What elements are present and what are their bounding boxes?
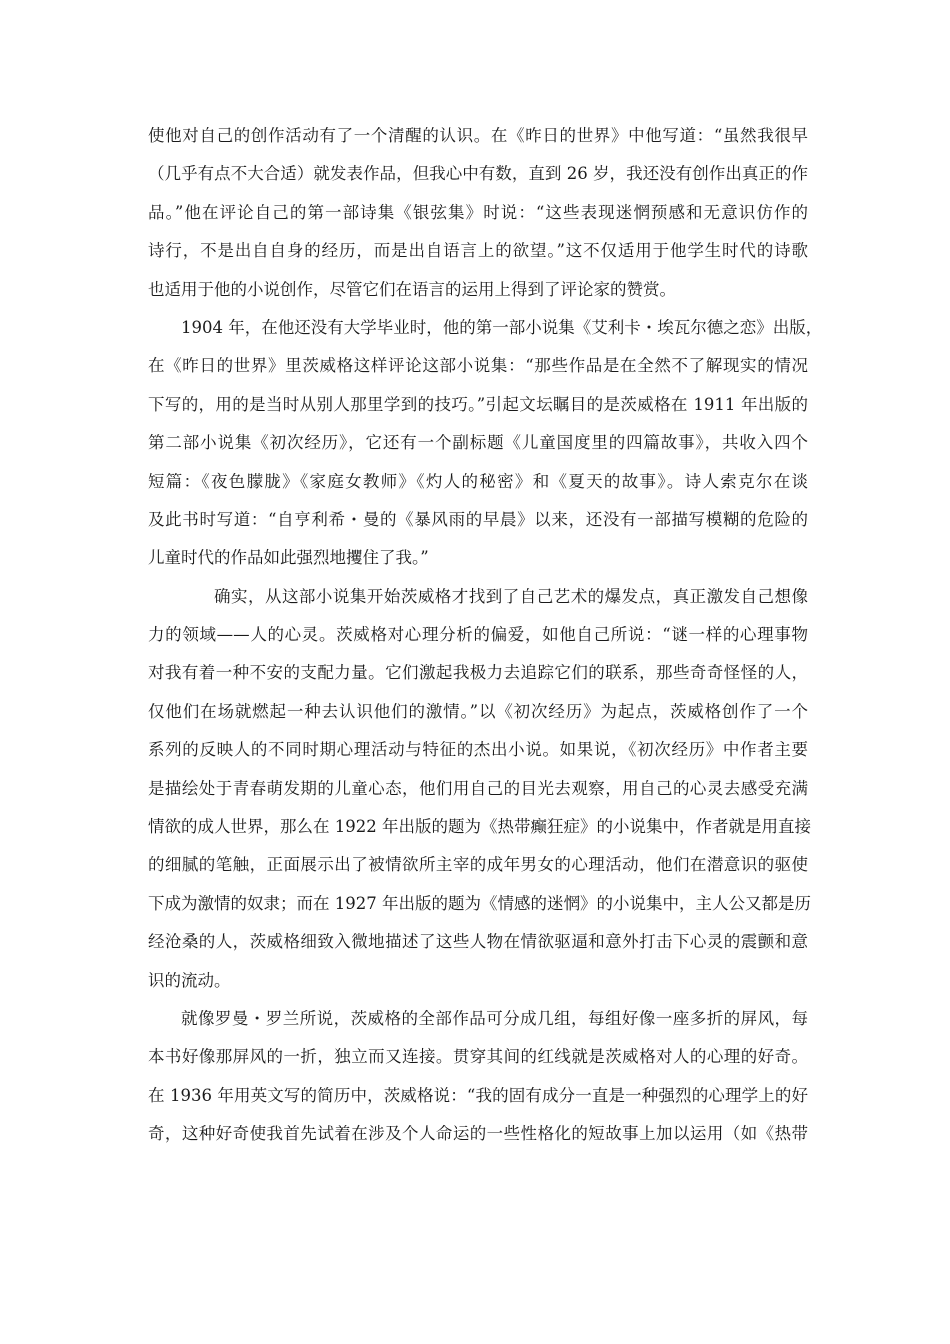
paragraph-4 (148, 1000, 808, 1154)
text-line: 1904 年，在他还没有大学毕业时，他的第一部小说集《艾利卡・埃瓦尔德之恋》出版， (181, 317, 823, 337)
paragraph-1 (148, 117, 808, 309)
text-line: 及此书时写道：“自亨利希・曼的《暴风雨的早晨》以来，还没有一部描写模糊的危险的 (148, 509, 808, 529)
text-line: 短篇：《夜色朦胧》《家庭女教师》《灼人的秘密》和《夏天的故事》。诗人索克尔在谈 (148, 471, 808, 491)
text-line: 就像罗曼・罗兰所说，茨威格的全部作品可分成几组，每组好像一座多折的屏风，每 (181, 1008, 808, 1028)
text-line: 奇，这种好奇使我首先试着在涉及个人命运的一些性格化的短故事上加以运用（如《热带 (148, 1124, 808, 1144)
text-line: 使他对自己的创作活动有了一个清醒的认识。在《昨日的世界》中他写道：“虽然我很早 (148, 126, 808, 145)
text-line: 确实，从这部小说集开始茨威格才找到了自己艺术的爆发点，真正激发自己想像 (214, 586, 808, 606)
paragraph-3 (148, 578, 811, 1000)
text-line: 对我有着一种不安的支配力量。它们激起我极力去追踪它们的联系，那些奇奇怪怪的人， (148, 663, 808, 683)
text-line: 是描绘处于青春萌发期的儿童心态，他们用自己的目光去观察，用自己的心灵去感受充满 (148, 778, 808, 798)
text-line: 也适用于他的小说创作，尽管它们在语言的运用上得到了评论家的赞赏。 (148, 279, 676, 299)
text-line: 识的流动。 (148, 970, 231, 990)
text-line: 的细腻的笔触，正面展示出了被情欲所主宰的成年男女的心理活动，他们在潜意识的驱使 (148, 855, 808, 875)
text-line: 第二部小说集《初次经历》，它还有一个副标题《儿童国度里的四篇故事》，共收入四个 (148, 433, 808, 453)
text-line: 下写的，用的是当时从别人那里学到的技巧。”引起文坛瞩目的是茨威格在 1911 年出版的 (148, 394, 808, 414)
text-line: 经沧桑的人，茨威格细致入微地描述了这些人物在情欲驱逼和意外打击下心灵的震颤和意 (148, 932, 808, 952)
document-page (148, 117, 823, 1154)
text-line: 力的领域——人的心灵。茨威格对心理分析的偏爱，如他自己所说：“谜一样的心理事物 (148, 625, 808, 645)
text-line: 本书好像那屏风的一折，独立而又连接。贯穿其间的红线就是茨威格对人的心理的好奇。 (148, 1047, 808, 1067)
text-line: 在《昨日的世界》里茨威格这样评论这部小说集：“那些作品是在全然不了解现实的情况 (148, 356, 808, 376)
text-line: 系列的反映人的不同时期心理活动与特征的杰出小说。如果说，《初次经历》中作者主要 (148, 740, 808, 760)
text-line: 品。”他在评论自己的第一部诗集《银弦集》时说：“这些表现迷惘预感和无意识仿作的 (148, 202, 808, 222)
text-line: 在 1936 年用英文写的简历中，茨威格说：“我的固有成分一直是一种强烈的心理学上的好 (148, 1085, 808, 1105)
text-line: 仅他们在场就燃起一种去认识他们的激情。”以《初次经历》为起点，茨威格创作了一个 (148, 701, 808, 721)
text-line: 诗行，不是出自自身的经历，而是出自语言上的欲望。”这不仅适用于他学生时代的诗歌 (148, 241, 808, 261)
text-line: 儿童时代的作品如此强烈地攫住了我。” (148, 548, 429, 568)
paragraph-2 (148, 309, 823, 578)
text-line: 情欲的成人世界，那么在 1922 年出版的题为《热带癫狂症》的小说集中，作者就是用直接 (148, 817, 811, 837)
text-line: 下成为激情的奴隶；而在 1927 年出版的题为《情感的迷惘》的小说集中，主人公又都是历 (148, 893, 811, 913)
text-line: （几乎有点不大合适）就发表作品，但我心中有数，直到 26 岁，我还没有创作出真正的作 (148, 164, 808, 184)
